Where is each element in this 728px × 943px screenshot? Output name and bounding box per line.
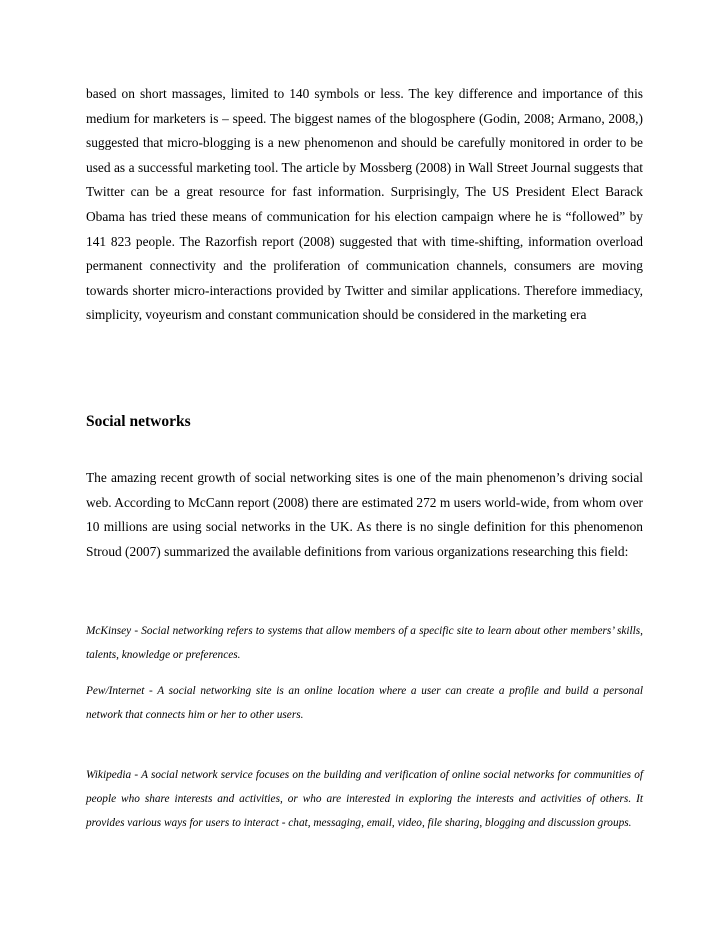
document-page <box>86 82 643 829</box>
paragraph-social-networks: The amazing recent growth of social networking sites is one of the main phenomenon’s driving social web. According to McCann report (2008) there are estimated 272 m users world-wide, from whom over 10 millions are using social networks in the UK. As there is no single definition for this phenomenon Stroud (2007) summarized the available definitions from various organizations researching this field: <box>86 470 643 559</box>
definition-pew-internet: Pew/Internet - A social networking site is an online location where a user can create a profile and build a personal network that connects him or her to other users. <box>86 685 643 721</box>
definition-wikipedia: Wikipedia - A social network service focuses on the building and verification of online social networks for communities of people who share interests and activities, or who are interested in exploring the interests and activities of others. It provides various ways for users to interact - chat, messaging, email, video, file sharing, blogging and discussion groups. <box>86 769 643 829</box>
paragraph-micro-blogging: based on short massages, limited to 140 symbols or less. The key difference and importance of this medium for marketers is – speed. The biggest names of the blogosphere (Godin, 2008; Armano, 2008,) suggested that micro-blogging is a new phenomenon and should be carefully monitored in order to be used as a successful marketing tool. The article by Mossberg (2008) in Wall Street Journal suggests that Twitter can be a great resource for fast information. Surprisingly, The US President Elect Barack Obama has tried these means of communication for his election campaign where he is “followed” by 141 823 people. The Razorfish report (2008) suggested that with time-shifting, information overload permanent connectivity and the proliferation of communication channels, consumers are moving towards shorter micro-interactions provided by Twitter and similar applications. Therefore immediacy, simplicity, voyeurism and constant communication should be considered in the marketing era <box>86 86 643 323</box>
section-heading-social-networks: Social networks <box>86 413 191 430</box>
definition-mckinsey: McKinsey - Social networking refers to systems that allow members of a specific site to learn about other members’ skills, talents, knowledge or preferences. <box>86 625 643 661</box>
